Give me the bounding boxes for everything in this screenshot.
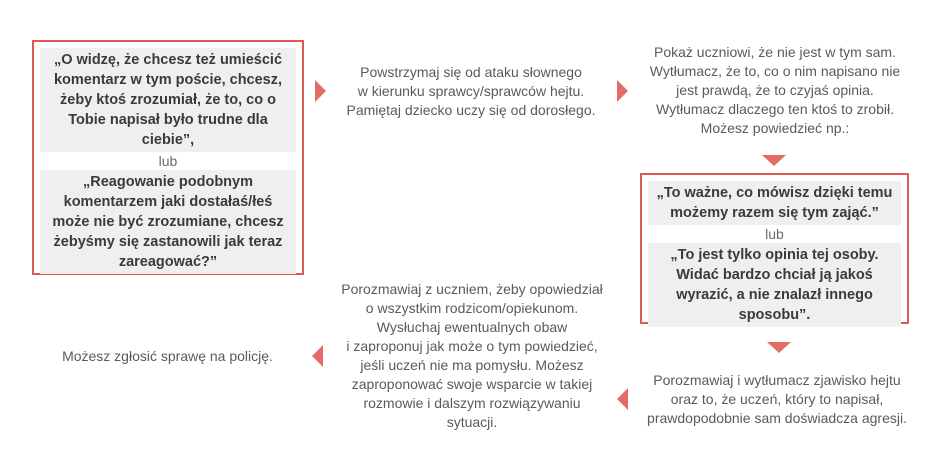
separator-or: lub [40, 152, 296, 170]
arrow-right-icon [617, 80, 628, 102]
step-6-line: rozmowie i dalszym rozwiązywaniu [363, 395, 581, 411]
step-7-text [40, 347, 295, 366]
arrow-down-icon [767, 342, 791, 353]
quote-text-4: „To jest tylko opinia tej osoby. Widać bardzo chciał ją jakoś wyrazić, a nie znalazł innego sposobu”. [648, 243, 901, 327]
arrow-left-icon [617, 388, 628, 410]
quote-text-3: „To ważne, co mówisz dzięki temu możemy razem się tym zająć.” [648, 181, 901, 225]
arrow-right-icon [315, 80, 326, 102]
quote-box-2 [640, 173, 909, 324]
step-6-line: Porozmawiaj z uczniem, żeby opowiedział [341, 281, 603, 297]
step-3-line: Wytłumacz, że to, co o nim napisano nie [649, 63, 901, 79]
arrow-left-icon [312, 345, 323, 367]
step-6-line: zaproponować swoje wsparcie w takiej [351, 376, 593, 392]
step-3-line: jest prawdą, że to czyjaś opinia. [676, 82, 874, 98]
step-5-line: Porozmawiaj i wytłumacz zjawisko hejtu [653, 372, 901, 388]
step-6-line: Wysłuchaj ewentualnych obaw [376, 319, 568, 335]
step-3-text [630, 43, 920, 138]
step-2-line: Powstrzymaj się od ataku słownego [360, 64, 582, 80]
step-5-text [636, 371, 918, 428]
step-5-line: prawdopodobnie sam doświadcza agresji. [647, 410, 907, 426]
step-7-line: Możesz zgłosić sprawę na policję. [62, 348, 273, 364]
step-6-line: jeśli uczeń nie ma pomysłu. Możesz [360, 357, 584, 373]
separator-or: lub [648, 225, 901, 243]
step-3-line: Możesz powiedzieć np.: [700, 120, 850, 136]
step-2-line: Pamiętaj dziecko uczy się od dorosłego. [346, 102, 596, 118]
quote-text-2: „Reagowanie podobnym komentarzem jaki dostałaś/łeś może nie być zrozumiane, chcesz żebyśmy się zastanowili jak teraz zareagować?” [40, 170, 296, 274]
quote-box-1 [32, 40, 304, 275]
step-5-line: oraz to, że uczeń, który to napisał, [670, 391, 884, 407]
arrow-down-icon [762, 155, 786, 166]
step-2-line: w kierunku sprawcy/sprawców hejtu. [357, 83, 585, 99]
step-6-line: i zaproponuj jak może o tym powiedzieć, [346, 338, 598, 354]
step-6-line: sytuacji. [446, 414, 498, 430]
quote-text-1: „O widzę, że chcesz też umieścić komentarz w tym poście, chcesz, żeby ktoś zrozumiał, że to, co o Tobie napisał było trudne dla ciebie”, [40, 48, 296, 152]
step-2-text [335, 63, 607, 120]
step-3-line: Pokaż uczniowi, że nie jest w tym sam. [654, 44, 896, 60]
step-6-text [333, 280, 611, 432]
step-6-line: o wszystkim rodzicom/opiekunom. [365, 300, 579, 316]
step-3-line: Wytłumacz dlaczego ten ktoś to zrobił. [656, 101, 894, 117]
